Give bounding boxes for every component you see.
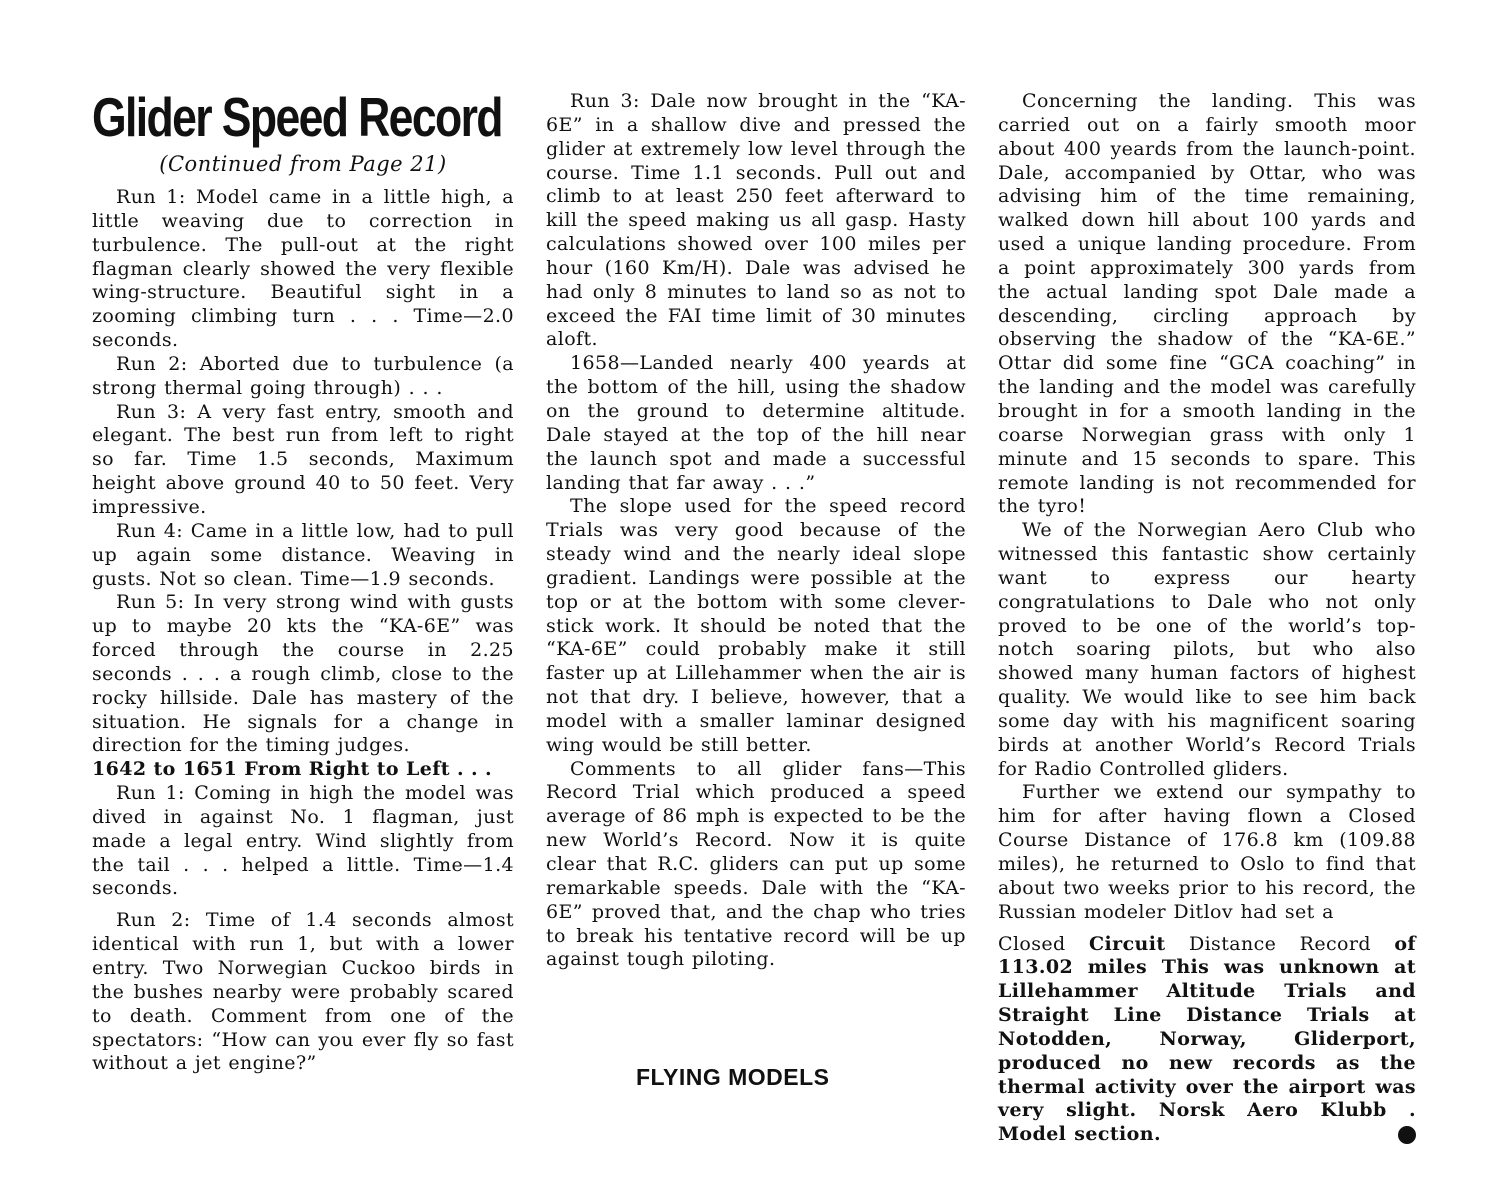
- text-run-bold: Circuit: [1089, 932, 1166, 955]
- paragraph: 1658—Landed nearly 400 yeards at the bottom of the hill, using the shadow on the ground to determine altitude. Dale stayed at the top of the hill near the launch spot and made a successful landing that far away . . .”: [546, 352, 966, 494]
- text-run: Distance Record: [1188, 932, 1371, 955]
- paragraph: The slope used for the speed record Trials was very good because of the steady wind and the nearly ideal slope gradient. Landings were possible at the top or at the bottom with some clever-stick work. It should be noted that the “KA-6E” could probably make it still faster up at Lillehammer when the air is not that dry. I believe, however, that a model with a smaller laminar designed wing would be still better.: [546, 495, 966, 756]
- section-subheading: 1642 to 1651 From Right to Left . . .: [92, 758, 493, 781]
- end-bullet-icon: [1398, 1126, 1416, 1144]
- paragraph: We of the Norwegian Aero Club who witnessed this fantastic show certainly want to express our hearty congratulations to Dale who not only proved to be one of the world’s top-notch soaring pilots, but who also showed many human factors of highest quality. We would like to see him back some day with his magnificent soaring birds at another World’s Record Trials for Radio Controlled gliders.: [998, 519, 1416, 780]
- paragraph-final: [998, 933, 1416, 1148]
- paragraph: Further we extend our sympathy to him for after having flown a Closed Course Distance of 176.8 km (109.88 miles), he returned to Oslo to find that about two weeks prior to his record, the Russian modeler Ditlov had set a: [998, 781, 1416, 923]
- column-left-body: [92, 186, 514, 1076]
- column-right-body: [998, 90, 1416, 1147]
- column-middle-body: [546, 90, 966, 972]
- magazine-footer: FLYING MODELS: [636, 1064, 830, 1090]
- paragraph: Run 3: Dale now brought in the “KA-6E” in a shallow dive and pressed the glider at extremely low level through the course. Time 1.1 seconds. Pull out and climb to at least 250 feet afterward to kill the speed making us all gasp. Hasty calculations showed over 100 miles per hour (160 Km/H). Dale was advised he had only 8 minutes to land so as not to exceed the FAI time limit of 30 minutes aloft.: [546, 90, 966, 351]
- continued-note: (Continued from Page 21): [159, 152, 447, 176]
- paragraph: Comments to all glider fans—This Record Trial which produced a speed average of 86 mph is expected to be the new World’s Record. Now it is quite clear that R.C. gliders can put up some remarkable speeds. Dale with the “KA-6E” proved that, and the chap who tries to break his tentative record will be up against tough piloting.: [546, 757, 966, 971]
- paragraph: Run 1: Model came in a little high, a little weaving due to correction in turbulence. The pull-out at the right flagman clearly showed the very flexible wing-structure. Beautiful sight in a zooming climbing turn . . . Time—2.0 seconds.: [92, 186, 514, 352]
- paragraph: Concerning the landing. This was carried out on a fairly smooth moor about 400 yeards from the launch-point. Dale, accompanied by Ottar, who was advising him of the time remaining, walked down hill about 100 yards and used a unique landing procedure. From a point approximately 300 yards from the actual landing spot Dale made a descending, circling approach by observing the shadow of the “KA-6E.” Ottar did some fine “GCA coaching” in the landing and the model was carefully brought in for a smooth landing in the coarse Norwegian grass with only 1 minute and 15 seconds to spare. This remote landing is not recommended for the tyro!: [998, 90, 1416, 518]
- text-run-bold: of 113.02 miles This was unknown at Lillehammer Altitude Trials and Straight Line Distance Trials at Notodden, Norway, Gliderport, produced no new records as the thermal activity over the airport was very slight. Norsk Aero Klubb . Model section.: [998, 932, 1416, 1146]
- paragraph: Run 2: Time of 1.4 seconds almost identical with run 1, but with a lower entry. Two Norwegian Cuckoo birds in the bushes nearby were probably scared to death. Comment from one of the spectators: “How can you ever fly so fast without a jet engine?”: [92, 909, 514, 1075]
- paragraph: Run 4: Came in a little low, had to pull up again some distance. Weaving in gusts. Not so clean. Time—1.9 seconds.: [92, 519, 514, 590]
- paragraph: Run 2: Aborted due to turbulence (a strong thermal going through) . . .: [92, 352, 514, 399]
- paragraph: Run 3: A very fast entry, smooth and elegant. The best run from left to right so far. Time 1.5 seconds, Maximum height above ground 40 to 50 feet. Very impressive.: [92, 400, 514, 518]
- paragraph: Run 5: In very strong wind with gusts up to maybe 20 kts the “KA-6E” was forced through the course in 2.25 seconds . . . a rough climb, close to the rocky hillside. Dale has mastery of the situation. He signals for a change in direction for the timing judges.: [92, 591, 514, 757]
- paragraph: Run 1: Coming in high the model was dived in against No. 1 flagman, just made a legal entry. Wind slightly from the tail . . . helped a little. Time—1.4 seconds.: [92, 782, 514, 900]
- text-run: Closed: [998, 932, 1066, 955]
- article-title: Glider Speed Record: [92, 86, 502, 148]
